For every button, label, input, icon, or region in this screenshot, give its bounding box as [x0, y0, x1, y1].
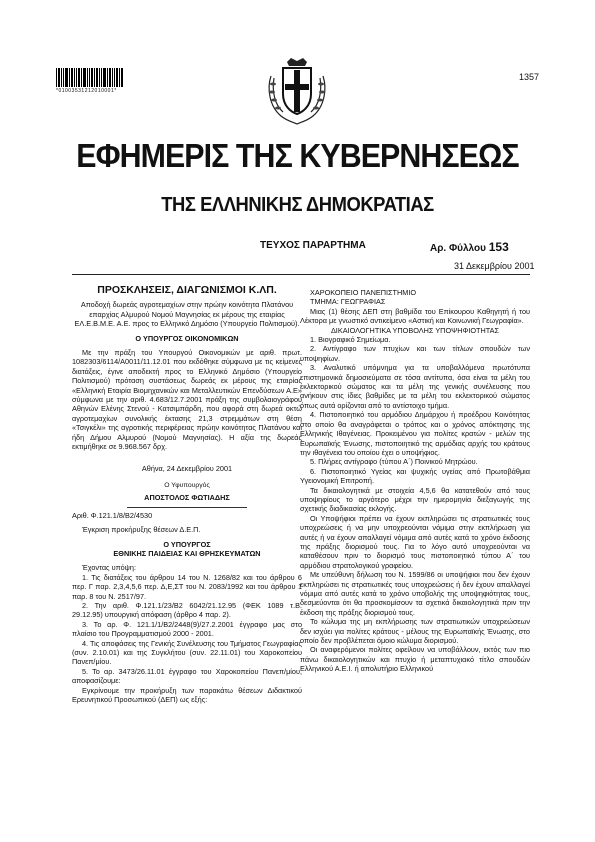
gazette-subtitle: ΤΗΣ ΕΛΛΗΝΙΚΗΣ ΔΗΜΟΚΡΑΤΙΑΣ	[161, 194, 434, 216]
list-item: 1. Βιογραφικό Σημείωμα.	[310, 335, 391, 345]
list-item: 3. Το αρ. Φ. 121.1/1/Β2/2448(9)/27.2.2001 έγγραφο μας στο πλαίσιο του Προγραμματισμού 2000 - 2001.	[72, 619, 302, 639]
list-item: 5. Πλήρες αντίγραφο (τύπου Α΄) Ποινικού Μητρώου.	[310, 457, 478, 467]
signature-title: Ο Υφυπουργός	[164, 481, 210, 489]
list-item: 4. Πιστοποιητικό του αρμόδιου Δημάρχου ή προέδρου Κοινότητας στο οποίο θα αναγράφεται ο τρόπος και ο χρόνος απόκτησης της Ελληνικής Ιθαγένειας. Προκειμένου για πολίτες κρατών - μελών της Ευρωπαϊκής Ένωσης, πιστοποιητικό της αρμόδιας αρχής του κράτους την ιθαγένεια του οποίου έχει ο υποψήφιος.	[300, 410, 530, 457]
issue-date: 31 Δεκεμβρίου 2001	[454, 261, 535, 271]
list-item: 5. Το αρ. 3473/26.11.01 έγγραφο του Χαροκοπείου Πανεπ/μίου, αποφασίζουμε:	[72, 666, 302, 686]
ministry-economics-heading: Ο ΥΠΟΥΡΓΟΣ ΟΙΚΟΝΟΜΙΚΩΝ	[135, 333, 239, 343]
section-heading: ΠΡΟΣΚΛΗΣΕΙΣ, ΔΙΑΓΩΝΙΣΜΟΙ Κ.ΛΠ.	[97, 284, 277, 296]
documents-heading: ΔΙΚΑΙΟΛΟΓΗΤΙΚΑ ΥΠΟΒΟΛΗΣ ΥΠΟΨΗΦΙΟΤΗΤΑΣ	[330, 325, 500, 335]
paragraph: Με υπεύθυνη δήλωση του Ν. 1599/86 οι υποψήφιοι που δεν έχουν εκπληρώσει τις στρατιωτικές τους υποχρεώσεις ή δεν έχουν απαλλαγεί νόμιμα από αυτές κατά το χρόνο υποβολής της υποψηφιότητας τους, δεσμεύονται ότι θα προσκομίσουν τα σχετικά δικαιολογητικά πριν την έκδοση της πράξης διορισμού τους.	[300, 570, 530, 617]
decision-paragraph: Με την πράξη του Υπουργού Οικονομικών με αριθ. πρωτ. 1082303/6114/Α0011/11.12.01 που εκδόθηκε σύμφωνα με τις κείμενες διατάξεις, έγινε αποδεκτή προς το Ελληνικό Δημόσιο (Υπουργείο Πολιτισμού) πρόταση συστάσεως δωρεάς εκ μέρους της εταιρίας «Ελληνική Εταιρία Βιομηχανικών και Μεταλλευτικών Επενδύσεων Α.Ε» σύμφωνα με την αριθ. 4.683/12.7.2001 πράξη της συμβολαιογράφου Αθηνών Ελένης Στενού - Κατσιμπάρδη, που αφορά στη δωρεά οκτώ αγροτεμαχίων συνολικής έκτασης 21,3 στρεμμάτων στη θέση «Τσιγκέλι» της αγροτικής περιφέρειας πρώην κοινότητας Πλατάνου και ήδη Δήμου Αλμυρού (Νομού Μαγνησίας). Η αξία της δωρεάς εκτιμήθηκε σε 9.968.567 δρχ.	[72, 348, 302, 452]
sheet-number-label	[430, 240, 509, 254]
paragraph: Οι Υποψήφιοι πρέπει να έχουν εκπληρώσει τις στρατιωτικές τους υποχρεώσεις ή να μην υποχρεούνται νόμιμα στην εκπλήρωση για αυτές ή να έχουν απαλλαγεί νόμιμα από αυτές κατά το χρόνο έκδοσης της πράξης διορισμού τους. Για το λόγο αυτό υποχρεούνται να καταθέσουν πριν το διορισμό τους πιστοποιητικό τύπου Α΄ του αρμόδιου στρατολογικού γραφείου.	[300, 513, 530, 570]
reference-subject: Έγκριση προκήρυξης θέσεων Δ.Ε.Π.	[82, 525, 201, 535]
issue-type: ΤΕΥΧΟΣ ΠΑΡΑΡΤΗΜΑ	[260, 240, 366, 251]
considering-label: Έχοντας υπόψη:	[82, 563, 136, 573]
sheet-number: 153	[488, 240, 509, 254]
barcode	[56, 68, 124, 87]
ministry-education-heading: ΕΘΝΙΚΗΣ ΠΑΙΔΕΙΑΣ ΚΑΙ ΘΡΗΣΚΕΥΜΑΤΩΝ	[113, 548, 261, 558]
paragraph: Το κώλυμα της μη εκπλήρωσης των στρατιωτικών υποχρεώσεων δεν ισχύει για πολίτες κράτους - μέλους της Ευρωπαϊκής Ένωσης, στο οποίο δεν προβλέπεται όμοιο κώλυμα διορισμού.	[300, 617, 530, 646]
list-item: 2. Την αριθ. Φ.121.1/23/Β2 6042/21.12.95 (ΦΕΚ 1089 τ.Β. 29.12.95) υπουργική απόφαση (άρθρο 4 παρ. 2).	[72, 600, 302, 620]
header-divider	[72, 274, 530, 275]
gazette-title: ΕΦΗΜΕΡΙΣ ΤΗΣ ΚΥΒΕΡΝΗΣΕΩΣ	[76, 137, 519, 174]
right-column	[300, 282, 530, 674]
department-name: ΤΜΗΜΑ: ΓΕΩΓΡΑΦΙΑΣ	[310, 297, 386, 307]
list-item: 3. Αναλυτικό υπόμνημα για τα υποβαλλόμενα πρωτότυπα επιστημονικά δημοσιεύματα σε τόσα αντίτυπα, όσα είναι τα μέλη του εκλεκτορικού σώματος και τα μέλη της γενικής συνέλευσης που ανήκουν στις ίδιες βαθμίδες με τα μέλη του εκλεκτορικού σώματος όπως αυτά ορίζονται από το αντίστοιχο τμήμα.	[300, 363, 530, 410]
signature-name: ΑΠΟΣΤΟΛΟΣ ΦΩΤΙΑΔΗΣ	[144, 493, 230, 503]
ministry-heading: Ο ΥΠΟΥΡΓΟΣ	[163, 539, 211, 549]
paragraph: Οι αναφερόμενοι πολίτες οφείλουν να υποβάλλουν, εκτός των πιο πάνω δικαιολογητικών και πτυχίο ή μεταπτυχιακό τίτλο σπουδών Ελληνικού Α.Ε.Ι. ή απολυτήριο Ελληνικού	[300, 645, 530, 674]
university-name: ΧΑΡΟΚΟΠΕΙΟ ΠΑΝΕΠΙΣΤΗΜΙΟ	[310, 288, 417, 297]
sheet-label: Αρ. Φύλλου	[430, 243, 486, 254]
divider	[127, 507, 247, 508]
page-number: 1357	[519, 72, 540, 82]
list-item: 2. Αντίγραφο των πτυχίων και των τίτλων σπουδών των υποψηφίων.	[300, 344, 530, 363]
paragraph: Τα δικαιολογητικά με στοιχεία 4,5,6 θα κατατεθούν από τους υποψηφίους το αργότερο μέχρι την ημερομηνία διεξαγωγής της σχετικής διαδικασίας εκλογής.	[300, 485, 530, 514]
list-item: 4. Τις αποφάσεις της Γενικής Συνέλευσης του Τμήματος Γεωγραφίας (συν. 2.10.01) και της Συγκλήτου (συν. 22.11.01) του Χαροκοπείου Πανεπ/μίου.	[72, 638, 302, 667]
signature-place-date: Αθήνα, 24 Δεκεμβρίου 2001	[141, 463, 233, 473]
position-description: Μιας (1) θέσης ΔΕΠ στη βαθμίδα του Επίκουρου Καθηγητή ή του Λέκτορα με γνωστικό αντικείμενο «Αστική και Κοινωνική Γεωγραφία».	[300, 306, 530, 326]
closing-paragraph: Εγκρίνουμε την προκήρυξη των παρακάτω θέσεων Διδακτικού Ερευνητικού Προσωπικού (ΔΕΠ) ως εξής:	[72, 685, 302, 705]
list-item: 1. Τις διατάξεις του άρθρου 14 του Ν. 1268/82 και του άρθρου 6 περ. Γ παρ. 2,3,4,5,6 περ. Δ,Ε,ΣΤ του Ν. 2083/1992 και του άρθρου 1 παρ. 8 του Ν. 2517/97.	[72, 572, 302, 601]
list-item: 6. Πιστοποιητικό Υγείας και ψυχικής υγείας από Πρωτοβάθμια Υγειονομική Επιτροπή.	[300, 466, 530, 486]
intro-text: Αποδοχή δωρεάς αγροτεμαχίων στην πρώην κοινότητα Πλατάνου επαρχίας Αλμυρού Νομού Μαγνησίας εκ μέρους της εταιρίας ΕΛ.Ε.Β.Μ.Ε. Α.Ε. προς το Ελληνικό Δημόσιο (Υπουργείο Πολιτισμού).	[74, 300, 300, 329]
greek-coat-of-arms-emblem	[265, 54, 329, 126]
barcode-number: *01003531212010001*	[56, 88, 117, 94]
reference-number: Αριθ. Φ.121.1/8/Β2/4530	[72, 510, 153, 520]
left-column	[72, 282, 302, 704]
